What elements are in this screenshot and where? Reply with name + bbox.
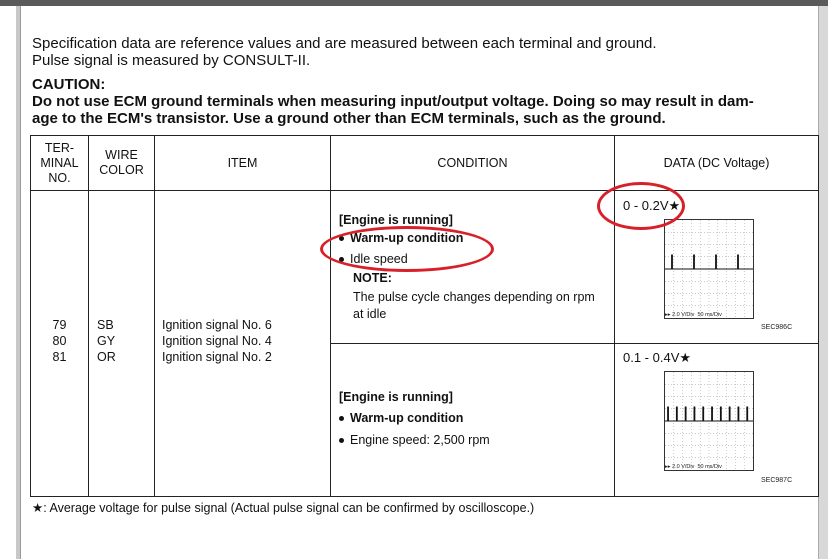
voltage-value: 0 - 0.2V★ <box>623 198 681 213</box>
header-item: ITEM <box>155 136 331 191</box>
voltage-value: 0.1 - 0.4V★ <box>623 350 692 365</box>
header-wire-line: WIRE <box>105 148 138 162</box>
header-terminal-line: MINAL <box>40 155 79 170</box>
header-terminal <box>31 136 89 191</box>
wire-color: SB <box>97 318 114 332</box>
bullet-icon <box>339 416 344 421</box>
item-cell <box>155 191 331 497</box>
condition-heading: [Engine is running] <box>339 390 453 404</box>
bullet-icon <box>339 438 344 443</box>
wire-color: GY <box>97 334 116 348</box>
window-top-bar <box>0 0 828 6</box>
scope-footer: ▸▸ 2.0 V/Div 50 ms/Div <box>665 464 722 470</box>
caution-line-1: Do not use ECM ground terminals when measuring input/output voltage. Doing so may result in dam- <box>32 93 754 110</box>
caution-title: CAUTION: <box>32 76 106 93</box>
note-line: at idle <box>353 307 387 321</box>
header-condition: CONDITION <box>331 136 615 191</box>
spec-table <box>30 135 819 497</box>
oscilloscope-display <box>664 219 754 319</box>
table-header-row <box>31 136 819 191</box>
header-terminal-line: TER- <box>44 140 75 155</box>
terminal-number: 79 <box>52 318 67 332</box>
data-cell-2500 <box>615 344 819 497</box>
terminal-cell <box>31 191 89 497</box>
item-name: Ignition signal No. 4 <box>162 334 272 348</box>
scrollbar[interactable] <box>818 6 828 559</box>
note-line: The pulse cycle changes depending on rpm <box>353 290 595 304</box>
condition-heading: [Engine is running] <box>339 213 453 227</box>
oscilloscope-display <box>664 371 754 471</box>
scope-footer: ▸▸ 2.0 V/Div 50 ms/Div <box>665 312 722 318</box>
condition-bullet: Engine speed: 2,500 rpm <box>339 432 490 448</box>
intro-line-1: Specification data are reference values and are measured between each terminal and ground. <box>32 35 657 52</box>
condition-highlight-circle <box>320 226 494 272</box>
note-title: NOTE: <box>353 271 392 285</box>
play-triangle-icon: ▸▸ <box>665 464 671 470</box>
terminal-number: 80 <box>52 334 67 348</box>
oscilloscope-trace <box>665 372 753 470</box>
wire-color: OR <box>97 350 116 364</box>
intro-line-2: Pulse signal is measured by CONSULT-II. <box>32 52 311 69</box>
item-name: Ignition signal No. 6 <box>162 318 272 332</box>
item-name: Ignition signal No. 2 <box>162 350 272 364</box>
caution-line-2: age to the ECM's transistor. Use a ground other than ECM terminals, such as the ground. <box>32 110 666 127</box>
oscilloscope-trace <box>665 220 753 318</box>
header-data: DATA (DC Voltage) <box>615 136 819 191</box>
wire-color-cell <box>89 191 155 497</box>
condition-bullet: Warm-up condition <box>339 410 463 426</box>
footnote: ★: Average voltage for pulse signal (Actual pulse signal can be confirmed by oscilloscope.) <box>32 501 535 515</box>
play-triangle-icon: ▸▸ <box>665 312 671 318</box>
header-wire-color <box>89 136 155 191</box>
condition-cell-2500 <box>331 344 615 497</box>
terminal-number: 81 <box>52 350 67 364</box>
page-left-line <box>20 6 21 559</box>
figure-code: SEC986C <box>761 324 793 331</box>
condition-bullet: Warm-up condition <box>339 230 463 246</box>
header-terminal-line: NO. <box>48 170 71 185</box>
figure-code: SEC987C <box>761 477 793 484</box>
voltage-highlight-circle <box>597 182 685 230</box>
header-wire-line: COLOR <box>99 163 144 177</box>
condition-bullet: Idle speed <box>339 251 408 267</box>
